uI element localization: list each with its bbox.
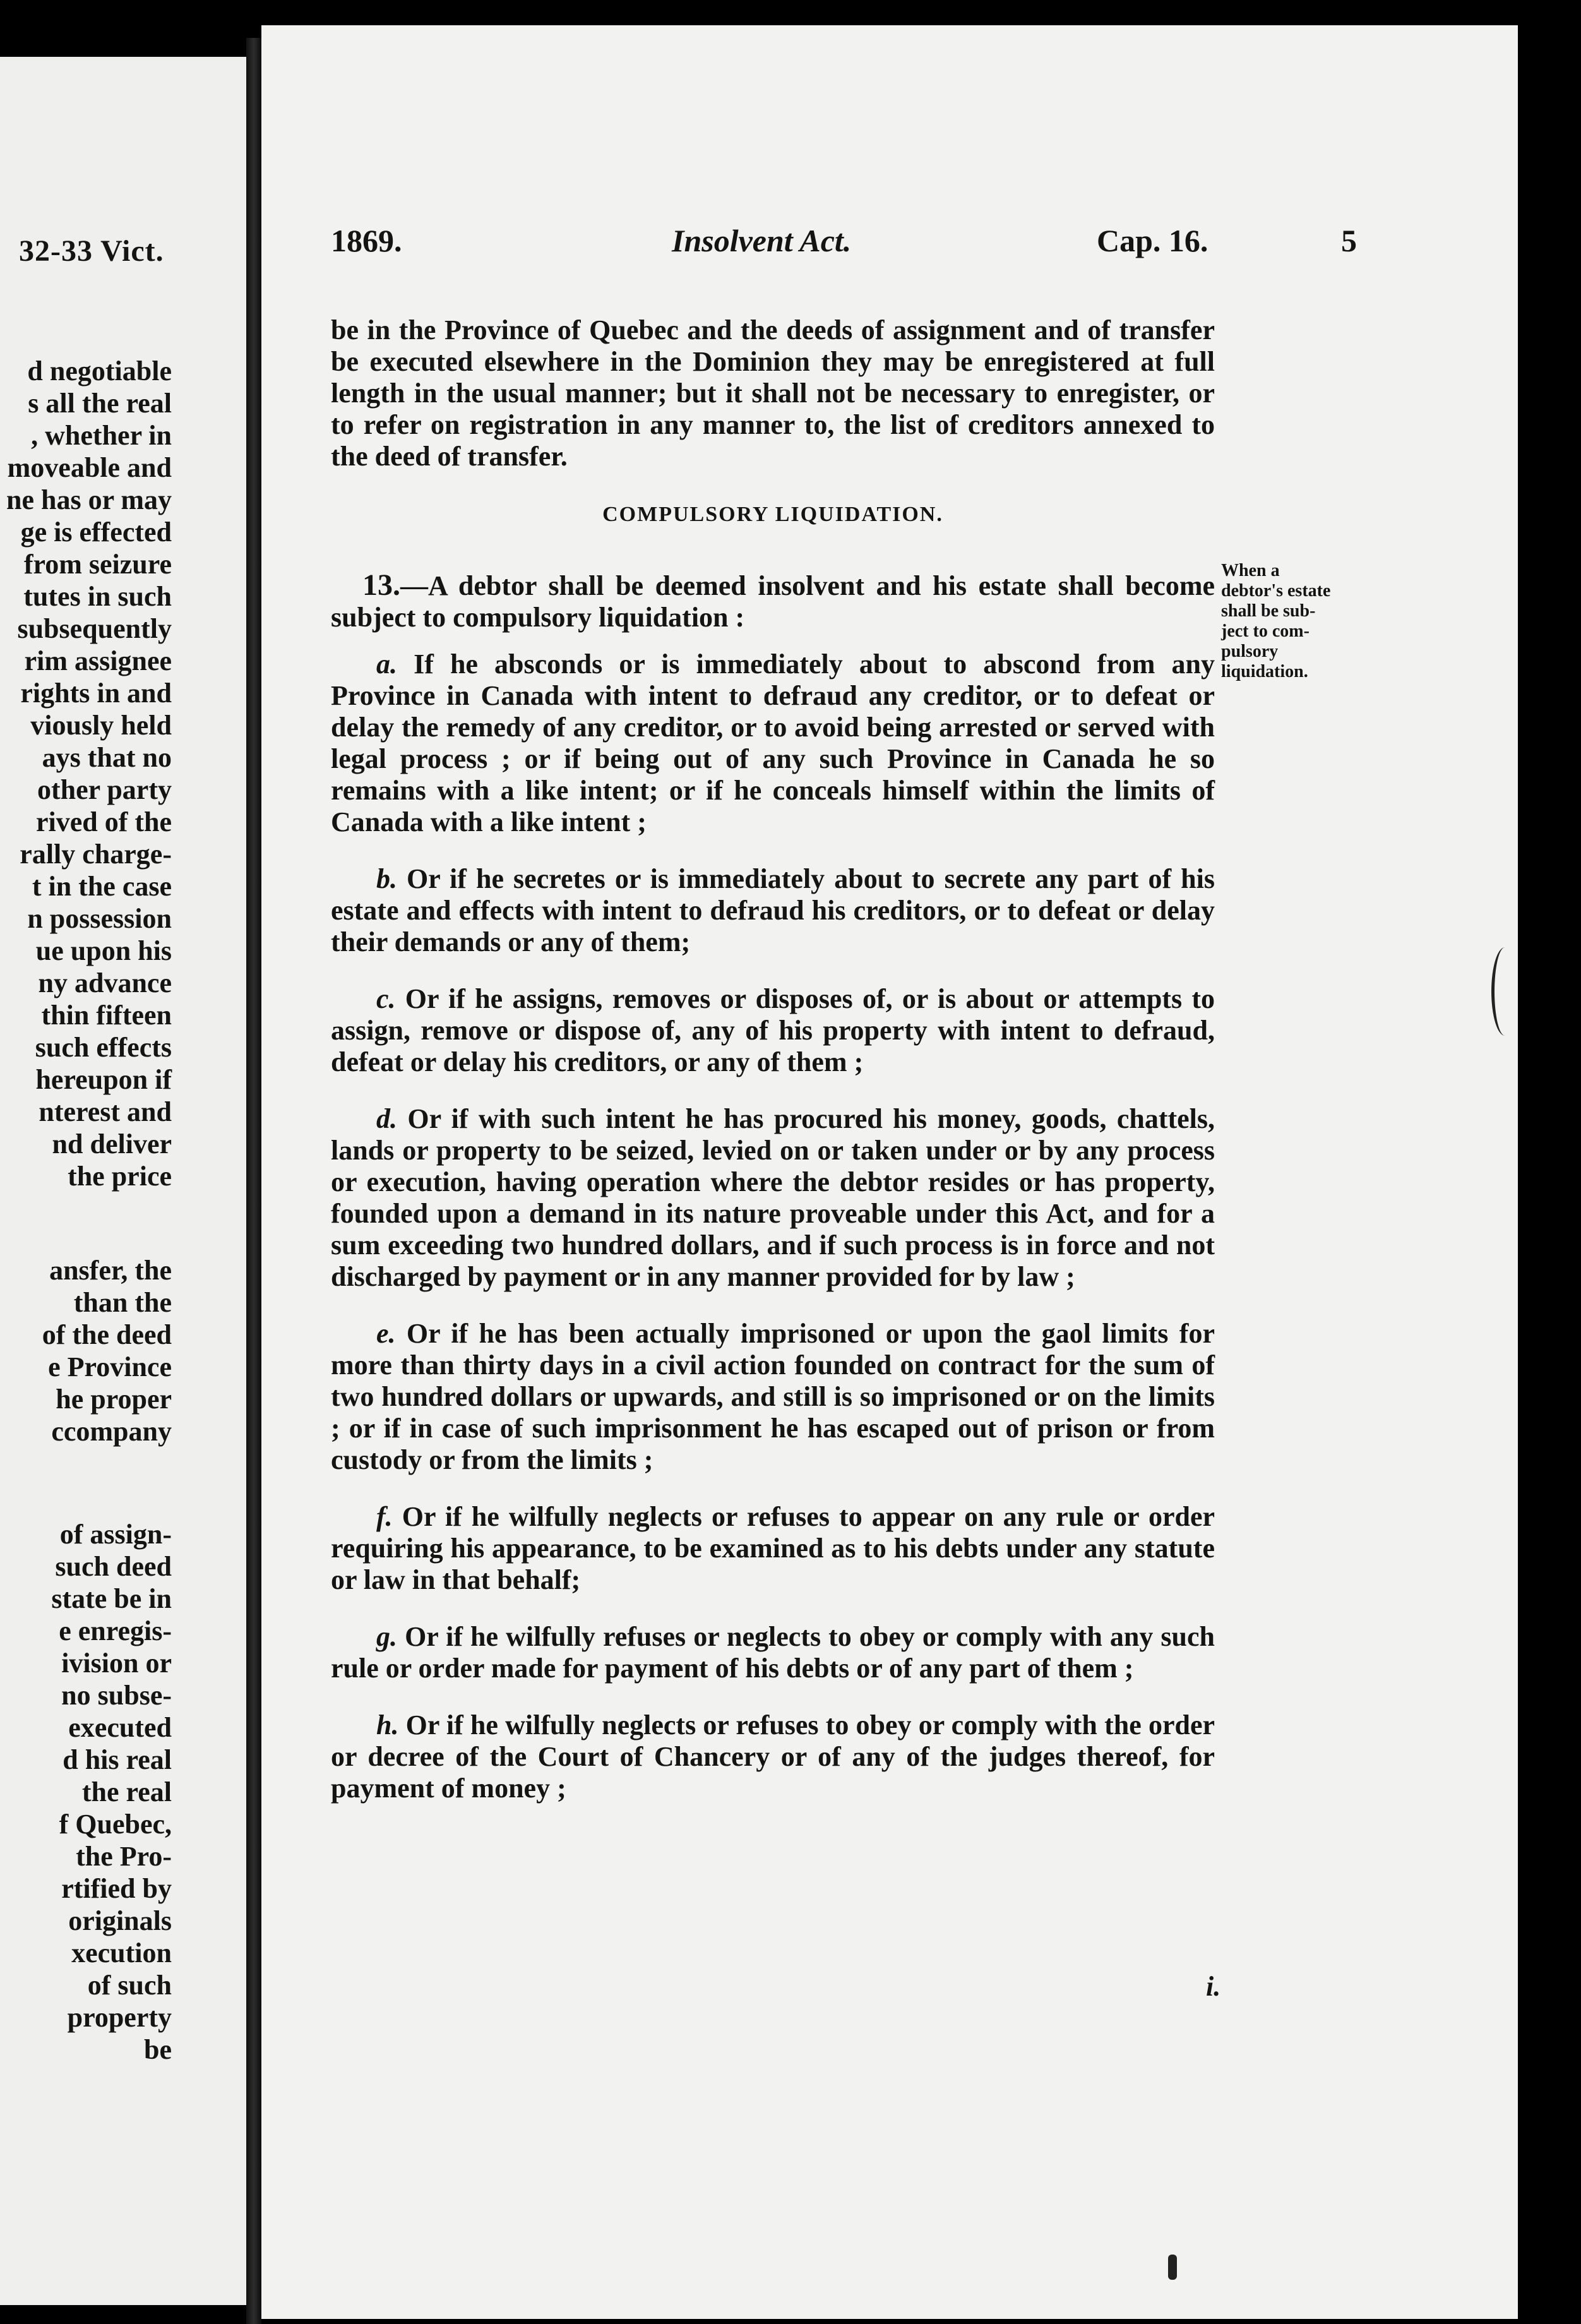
left-page-line: xecution	[71, 1938, 172, 1968]
clause-d	[331, 1103, 1215, 1293]
clause-letter: a.	[376, 649, 397, 680]
left-page-line: nterest and	[39, 1096, 172, 1127]
left-page-line: moveable and	[7, 452, 172, 483]
page-fold-mark	[1491, 947, 1518, 1036]
left-page-line: from seizure	[23, 549, 172, 580]
left-page-line: such effects	[35, 1032, 172, 1063]
left-page-line: ue upon his	[35, 935, 172, 966]
page-number: 5	[1341, 223, 1357, 258]
left-page-line: originals	[68, 1905, 172, 1936]
ink-smudge	[1168, 2255, 1177, 2280]
left-page-line: ansfer, the	[49, 1255, 172, 1286]
clause-g	[331, 1621, 1215, 1684]
section-number: 13.	[362, 568, 400, 602]
left-page-line: tutes in such	[23, 581, 172, 612]
left-page-line: rally charge-	[20, 839, 172, 870]
body-text	[331, 314, 1215, 1804]
margin-note-line: When a	[1221, 561, 1280, 580]
margin-note-line: ject to com-	[1221, 621, 1310, 641]
book-gutter	[246, 38, 261, 2324]
left-page-line: than the	[73, 1287, 172, 1318]
left-page-line: rim assignee	[24, 645, 172, 676]
clause-a	[331, 649, 1215, 838]
clause-text: Or if he secretes or is immediately about to secrete any part of his estate and effects with intent to defraud his creditors, or to defeat or delay their demands or any of them;	[331, 863, 1215, 957]
clause-text: Or if with such intent he has procured his money, goods, chattels, lands or property to be seized, levied on or taken under or by any process or execution, having operation where the debtor resides or has property, founded upon a demand in its nature proveable under this Act, and for a sum exceeding two hundred dollars, and if such process is in force and not discharged by payment or in any manner provided for by law ;	[331, 1103, 1215, 1292]
clause-letter: g.	[376, 1621, 397, 1652]
left-page-line: s all the real	[28, 388, 172, 419]
left-facing-page	[0, 57, 246, 2305]
clause-text: Or if he wilfully neglects or refuses to appear on any rule or order requiring his appearance, to be examined as to his debts under any statute or law in that behalf;	[331, 1501, 1215, 1595]
left-running-head: 32-33 Vict.	[19, 234, 164, 268]
left-page-line: ccompany	[51, 1416, 172, 1447]
left-page-text	[0, 355, 172, 2066]
left-page-line: ne has or may	[6, 484, 172, 515]
running-header	[261, 222, 1518, 267]
left-page-line: ge is effected	[20, 517, 172, 548]
clause-letter: h.	[376, 1710, 399, 1740]
left-page-line: of assign-	[59, 1519, 172, 1550]
header-year: 1869.	[331, 223, 402, 258]
left-page-line: rived of the	[35, 806, 172, 837]
left-page-line: of the deed	[42, 1319, 172, 1350]
page-edge	[1518, 25, 1581, 2319]
clause-letter: f.	[376, 1501, 393, 1532]
left-page-line: be	[144, 2034, 172, 2065]
left-page-line: property	[67, 2002, 172, 2033]
section-heading: COMPULSORY LIQUIDATION.	[602, 503, 943, 526]
left-page-line: ny advance	[38, 967, 172, 998]
left-page-line: the Pro-	[76, 1841, 172, 1872]
clause-list	[331, 649, 1215, 1804]
clause-text: Or if he wilfully refuses or neglects to obey or comply with any such rule or order made for payment of his debts or of any part of them ;	[331, 1621, 1215, 1684]
left-page-line: executed	[68, 1712, 172, 1743]
left-page-line: state be in	[51, 1583, 172, 1614]
left-page-line: d his real	[63, 1744, 172, 1775]
clause-letter: e.	[376, 1318, 396, 1349]
header-title: Insolvent Act.	[672, 223, 852, 258]
left-page-line: f Quebec,	[59, 1809, 172, 1840]
margin-note-line: debtor's estate	[1221, 581, 1331, 601]
margin-note-line: shall be sub-	[1221, 601, 1316, 621]
left-page-line: hereupon if	[35, 1064, 172, 1095]
left-page-line: subsequently	[17, 613, 172, 644]
left-page-line: he proper	[56, 1384, 172, 1415]
left-page-line: e enregis-	[59, 1615, 172, 1646]
left-page-line: the price	[68, 1161, 172, 1192]
clause-text: Or if he wilfully neglects or refuses to obey or comply with the order or decree of the Court of Chancery or of any of the judges thereof, for payment of money ;	[331, 1710, 1215, 1804]
clause-text: If he absconds or is immediately about to abscond from any Province in Canada with intent to defraud any creditor, or to defeat or delay the remedy of any creditor, or to avoid being arrested or served with legal process ; or if being out of any such Province in Canada he so remains with a like intent; or if he conceals himself within the limits of Canada with a like intent ;	[331, 649, 1215, 837]
left-page-line: t in the case	[32, 871, 172, 902]
left-page-line: viously held	[30, 710, 172, 741]
header-chapter: Cap. 16.	[1097, 223, 1208, 258]
left-page-line: such deed	[55, 1551, 172, 1582]
left-page-line: the real	[81, 1776, 172, 1807]
left-page-line: ivision or	[61, 1648, 172, 1679]
clause-h	[331, 1710, 1215, 1804]
clause-letter: b.	[376, 863, 397, 894]
section-intro-text: —A debtor shall be deemed insolvent and his estate shall become subject to compulsory liquidation :	[331, 570, 1215, 633]
opening-paragraph: be in the Province of Quebec and the deeds of assignment and of transfer be executed elsewhere in the Dominion they may be enregistered at full length in the usual manner; but it shall not be necessary to enregister, or to refer on registration in any manner to, the list of creditors annexed to the deed of transfer.	[331, 314, 1215, 472]
margin-note-line: pulsory	[1221, 642, 1279, 661]
section-13-intro	[331, 570, 1215, 633]
clause-b	[331, 863, 1215, 958]
left-page-line: other party	[37, 774, 172, 805]
main-page	[261, 25, 1518, 2319]
left-page-line: rights in and	[20, 678, 172, 709]
clause-text: Or if he has been actually imprisoned or upon the gaol limits for more than thirty days in a civil action founded on contract for the sum of two hundred dollars or upwards, and still is so imprisoned or on the limits ; or if in case of such imprisonment he has escaped out of prison or from custody or from the limits ;	[331, 1318, 1215, 1475]
margin-note	[1221, 561, 1385, 682]
clause-text: Or if he assigns, removes or disposes of, or is about or attempts to assign, remove or dispose of, any of his property with intent to defraud, defeat or delay his creditors, or any of them ;	[331, 983, 1215, 1077]
left-page-line: e Province	[48, 1351, 172, 1382]
catchword: i.	[1206, 1971, 1221, 2002]
left-page-line: ays that no	[42, 742, 172, 773]
left-page-line: d negotiable	[27, 356, 172, 386]
clause-letter: c.	[376, 983, 396, 1014]
left-page-line: n possession	[27, 903, 172, 934]
clause-e	[331, 1318, 1215, 1476]
left-page-line: of such	[87, 1970, 172, 2001]
left-page-line: thin fifteen	[41, 1000, 172, 1031]
clause-c	[331, 983, 1215, 1078]
left-page-line: rtified by	[61, 1873, 172, 1904]
clause-f	[331, 1501, 1215, 1596]
left-page-line: no subse-	[61, 1680, 172, 1711]
clause-letter: d.	[376, 1103, 397, 1134]
margin-note-line: liquidation.	[1221, 662, 1308, 681]
left-page-line: , whether in	[31, 420, 172, 451]
left-page-line: nd deliver	[52, 1129, 172, 1159]
